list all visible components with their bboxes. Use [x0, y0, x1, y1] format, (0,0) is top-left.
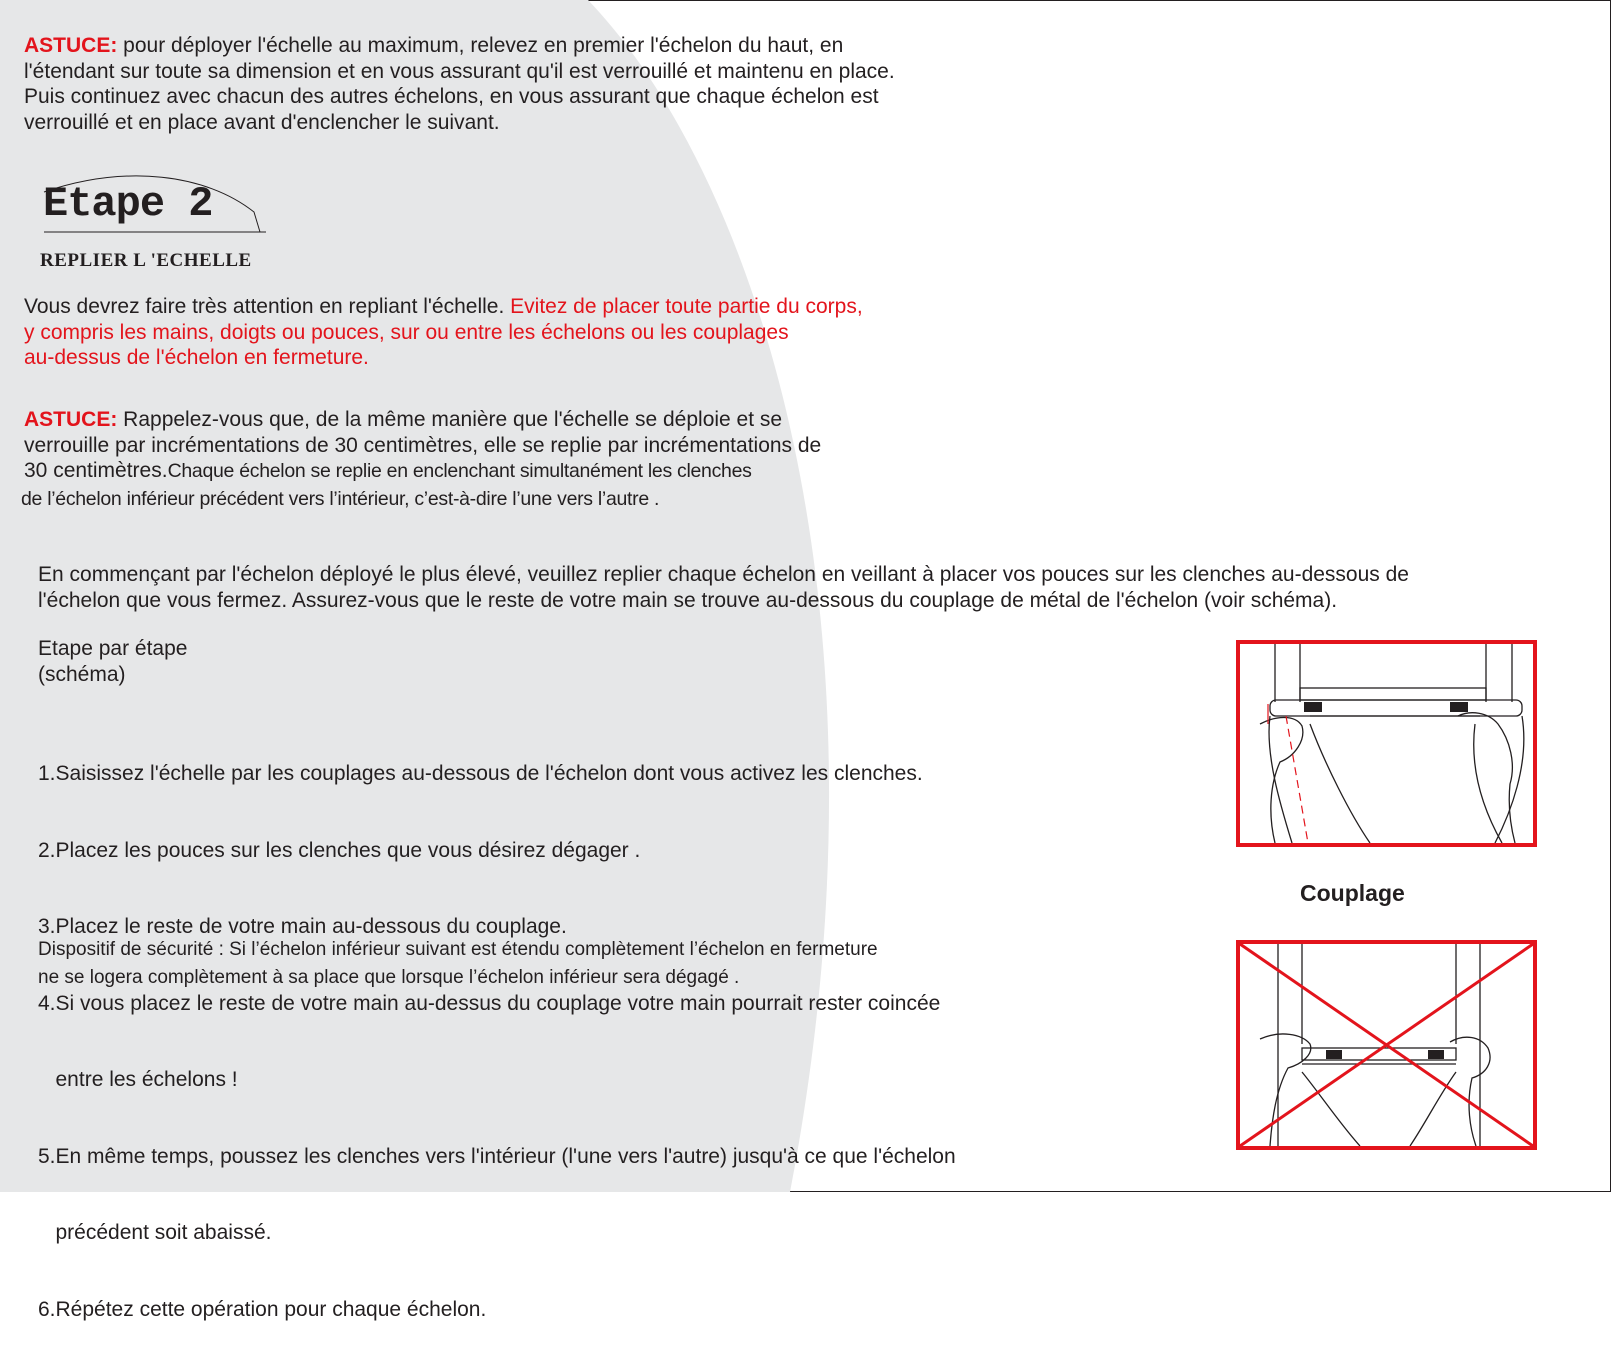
tip-1-line: l'étendant sur toute sa dimension et en vous assurant qu'il est verrouillé et maintenu en place.: [24, 59, 895, 83]
ladder-hands-drawing: [1240, 644, 1533, 843]
warning-red-text: y compris les mains, doigts ou pouces, sur ou entre les échelons ou les couplages: [24, 320, 789, 344]
instructions-heading-line: Etape par étape: [38, 637, 188, 660]
tip-2-line: Chaque échelon se replie en enclenchant simultanément les clenches: [167, 460, 752, 482]
instructions-intro: [38, 562, 1409, 613]
safety-line: ne se logera complètement à sa place que lorsque l’échelon inférieur sera dégagé .: [38, 967, 740, 988]
incorrect-grip-illustration: [1236, 940, 1537, 1150]
step-subtitle: REPLIER L 'ECHELLE: [40, 250, 252, 271]
tip-2: [21, 407, 822, 512]
instructions-intro-line: En commençant par l'échelon déployé le plus élevé, veuillez replier chaque échelon en veillant à placer vos pouces sur les clenches au-dessous de: [38, 563, 1409, 586]
safety-note: [38, 936, 878, 992]
instructions-heading: [38, 636, 187, 687]
step-item: 5.En même temps, poussez les clenches vers l'intérieur (l'une vers l'autre) jusqu'à ce que l'échelon: [38, 1144, 956, 1168]
instructions-steps: [38, 710, 956, 1348]
figure-caption: Couplage: [1300, 880, 1405, 906]
instructions-heading-line: (schéma): [38, 662, 126, 686]
tip-2-line: 30 centimètres.: [24, 459, 168, 482]
warning-intro: Vous devrez faire très attention en repliant l'échelle.: [24, 295, 511, 318]
tip-1: [24, 33, 895, 135]
step-item: 3.Placez le reste de votre main au-dessous du couplage.: [38, 915, 567, 938]
tip-2-line: de l’échelon inférieur précédent vers l’intérieur, c’est-à-dire l’une vers l’autre .: [21, 487, 660, 510]
warning-red-text: Evitez de placer toute partie du corps,: [510, 295, 863, 318]
tip-2-line: verrouille par incrémentations de 30 centimètres, elle se replie par incrémentations de: [24, 433, 822, 457]
step-item: précédent soit abaissé.: [38, 1221, 272, 1244]
tip-2-label: ASTUCE:: [24, 408, 118, 431]
step-item: 1.Saisissez l'échelle par les couplages au-dessous de l'échelon dont vous activez les clenches.: [38, 762, 923, 785]
warning-red-text: au-dessus de l'échelon en fermeture.: [24, 346, 369, 369]
step-item: 4.Si vous placez le reste de votre main au-dessus du couplage votre main pourrait rester coincée: [38, 991, 941, 1015]
safety-line: Dispositif de sécurité : Si l’échelon inférieur suivant est étendu complètement l’échelon en fermeture: [38, 939, 878, 960]
tip-2-line: Rappelez-vous que, de la même manière que l'échelle se déploie et se: [117, 408, 783, 431]
instructions-intro-line: l'échelon que vous fermez. Assurez-vous que le reste de votre main se trouve au-dessous du couplage de métal de l'échelon (voir schéma).: [38, 588, 1338, 612]
tip-1-line: verrouillé et en place avant d'enclencher le suivant.: [24, 110, 500, 134]
warning-paragraph: [24, 294, 863, 371]
tip-1-line: Puis continuez avec chacun des autres échelons, en vous assurant que chaque échelon est: [24, 85, 879, 108]
step-title: Etape 2: [43, 180, 213, 228]
tip-1-label: ASTUCE:: [24, 34, 118, 57]
correct-grip-illustration: [1236, 640, 1537, 847]
step-item: entre les échelons !: [38, 1068, 238, 1091]
tip-1-line: pour déployer l'échelle au maximum, relevez en premier l'échelon du haut, en: [117, 34, 844, 57]
ladder-hands-crossed-drawing: [1240, 944, 1533, 1146]
step-item: 2.Placez les pouces sur les clenches que vous désirez dégager .: [38, 838, 641, 862]
step-item: 6.Répétez cette opération pour chaque échelon.: [38, 1297, 487, 1321]
